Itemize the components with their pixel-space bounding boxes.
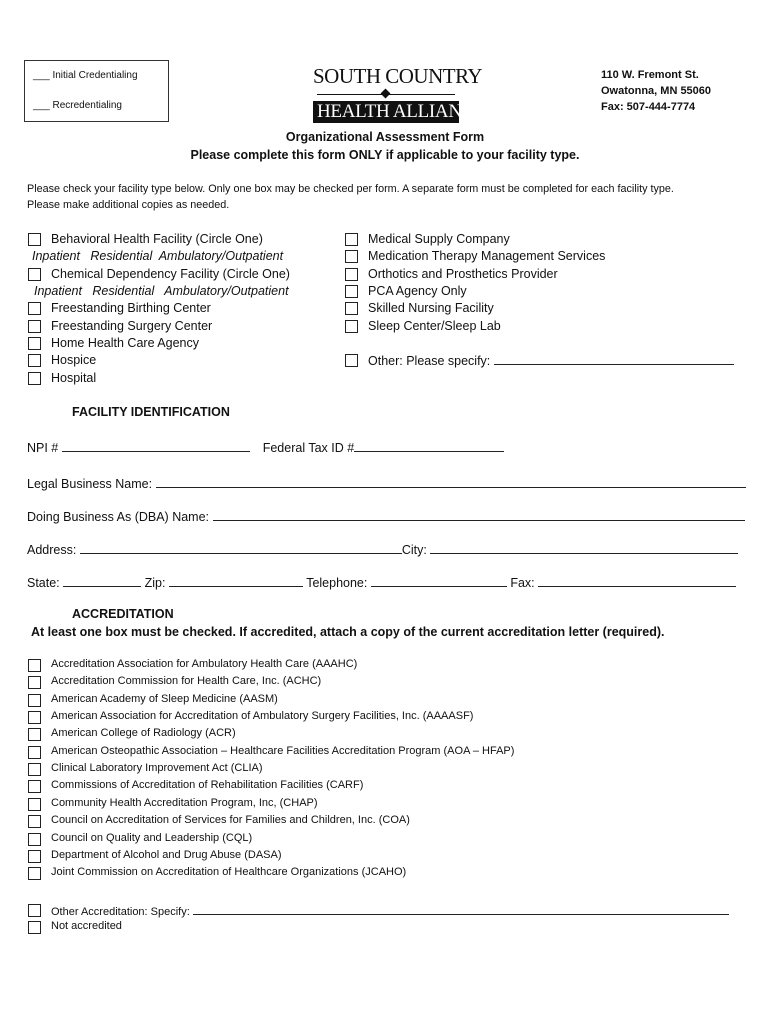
accreditation-item-label: American College of Radiology (ACR) <box>51 727 236 739</box>
mtm-label: Medication Therapy Management Services <box>368 249 606 263</box>
not-accredited-checkbox[interactable] <box>28 921 41 934</box>
hospital-label: Hospital <box>51 371 97 385</box>
accreditation-item-label: Community Health Accreditation Program, Inc, (CHAP) <box>51 797 318 809</box>
city-field[interactable] <box>430 542 738 554</box>
accreditation-item-label: Council on Accreditation of Services for Families and Children, Inc. (COA) <box>51 814 410 826</box>
accreditation-checkbox[interactable] <box>28 763 41 776</box>
fax-field[interactable] <box>538 575 736 587</box>
initial-credentialing-label: Initial Credentialing <box>52 70 138 81</box>
other-facility-row <box>368 353 734 368</box>
legal-name-label: Legal Business Name: <box>27 477 156 491</box>
telephone-field[interactable] <box>371 575 507 587</box>
accreditation-heading: ACCREDITATION <box>72 607 174 621</box>
accreditation-item-label: American Association for Accreditation of Ambulatory Surgery Facilities, Inc. (AAAASF) <box>51 710 474 722</box>
re-blank: ___ <box>33 100 50 111</box>
pca-label: PCA Agency Only <box>368 284 467 298</box>
state-row <box>27 575 736 590</box>
initial-blank: ___ <box>33 70 50 81</box>
address-block <box>601 67 711 115</box>
accreditation-checkbox[interactable] <box>28 746 41 759</box>
recredentialing-option[interactable] <box>33 100 122 111</box>
fax-label: Fax: <box>510 576 539 590</box>
state-field[interactable] <box>63 575 141 587</box>
snf-checkbox[interactable] <box>345 302 358 315</box>
accreditation-checkbox[interactable] <box>28 728 41 741</box>
birthing-center-label: Freestanding Birthing Center <box>51 301 211 315</box>
instruction-line-2: Please make additional copies as needed. <box>27 199 230 211</box>
accreditation-checkbox[interactable] <box>28 815 41 828</box>
address-field[interactable] <box>80 542 402 554</box>
chemical-options[interactable]: Inpatient Residential Ambulatory/Outpatient <box>34 284 289 298</box>
accreditation-checkbox[interactable] <box>28 850 41 863</box>
credentialing-box <box>24 60 169 122</box>
pca-checkbox[interactable] <box>345 285 358 298</box>
dba-label: Doing Business As (DBA) Name: <box>27 510 213 524</box>
accreditation-checkbox[interactable] <box>28 780 41 793</box>
orthotics-checkbox[interactable] <box>345 268 358 281</box>
other-accreditation-row <box>51 903 729 918</box>
tax-id-label: Federal Tax ID # <box>262 441 355 455</box>
zip-field[interactable] <box>169 575 303 587</box>
hospital-checkbox[interactable] <box>28 372 41 385</box>
npi-row <box>27 440 504 455</box>
accreditation-item-label: Joint Commission on Accreditation of Healthcare Organizations (JCAHO) <box>51 866 407 878</box>
medical-supply-checkbox[interactable] <box>345 233 358 246</box>
accreditation-checkbox[interactable] <box>28 711 41 724</box>
dba-row <box>27 509 745 524</box>
home-health-checkbox[interactable] <box>28 337 41 350</box>
accreditation-item-label: Clinical Laboratory Improvement Act (CLIA) <box>51 762 263 774</box>
behavioral-health-checkbox[interactable] <box>28 233 41 246</box>
hospice-checkbox[interactable] <box>28 354 41 367</box>
form-subtitle: Please complete this form ONLY if applicable to your facility type. <box>190 148 580 162</box>
accreditation-checkbox[interactable] <box>28 659 41 672</box>
instruction-line-1: Please check your facility type below. Only one box may be checked per form. A separate form must be completed for each facility type. <box>27 183 674 195</box>
south-country-logo <box>313 64 486 123</box>
other-facility-field[interactable] <box>494 353 734 365</box>
sleep-center-label: Sleep Center/Sleep Lab <box>368 319 501 333</box>
telephone-label: Telephone: <box>306 576 371 590</box>
tax-id-field[interactable] <box>354 440 504 452</box>
accreditation-item-label: American Osteopathic Association – Healthcare Facilities Accreditation Program (AOA – HFAP) <box>51 745 515 757</box>
other-accreditation-checkbox[interactable] <box>28 904 41 917</box>
address-fax: Fax: 507-444-7774 <box>601 101 696 113</box>
medical-supply-label: Medical Supply Company <box>368 232 510 246</box>
zip-label: Zip: <box>144 576 169 590</box>
recredentialing-label: Recredentialing <box>52 100 122 111</box>
accreditation-checkbox[interactable] <box>28 867 41 880</box>
home-health-label: Home Health Care Agency <box>51 336 199 350</box>
address-row <box>27 542 738 557</box>
initial-credentialing-option[interactable] <box>33 70 138 81</box>
other-facility-checkbox[interactable] <box>345 354 358 367</box>
snf-label: Skilled Nursing Facility <box>368 301 494 315</box>
chemical-dependency-label: Chemical Dependency Facility (Circle One) <box>51 267 290 281</box>
logo-top-text: SOUTH COUNTRY <box>313 64 483 88</box>
accreditation-checkbox[interactable] <box>28 833 41 846</box>
other-accreditation-field[interactable] <box>193 903 729 915</box>
city-label: City: <box>401 543 431 557</box>
address-city: Owatonna, MN 55060 <box>601 85 712 97</box>
facility-identification-heading: FACILITY IDENTIFICATION <box>72 405 230 419</box>
diamond-icon <box>381 89 391 99</box>
surgery-center-checkbox[interactable] <box>28 320 41 333</box>
accreditation-checkbox[interactable] <box>28 694 41 707</box>
address-street: 110 W. Fremont St. <box>601 69 699 81</box>
logo-bottom-text: HEALTH ALLIANCE <box>313 101 459 123</box>
chemical-dependency-checkbox[interactable] <box>28 268 41 281</box>
npi-label: NPI # <box>27 441 62 455</box>
accreditation-item-label: Department of Alcohol and Drug Abuse (DASA) <box>51 849 282 861</box>
state-label: State: <box>27 576 64 590</box>
mtm-checkbox[interactable] <box>345 250 358 263</box>
sleep-center-checkbox[interactable] <box>345 320 358 333</box>
accreditation-checkbox[interactable] <box>28 798 41 811</box>
hospice-label: Hospice <box>51 353 97 367</box>
behavioral-options[interactable]: Inpatient Residential Ambulatory/Outpatient <box>32 249 284 263</box>
accreditation-item-label: Accreditation Commission for Health Care, Inc. (ACHC) <box>51 675 322 687</box>
logo-divider <box>313 89 459 101</box>
orthotics-label: Orthotics and Prosthetics Provider <box>368 267 558 281</box>
accreditation-item-label: Commissions of Accreditation of Rehabilitation Facilities (CARF) <box>51 779 364 791</box>
address-label: Address: <box>27 543 80 557</box>
accreditation-instruction: At least one box must be checked. If accredited, attach a copy of the current accreditation letter (required). <box>31 625 665 639</box>
other-facility-label: Other: Please specify: <box>368 354 494 368</box>
legal-name-row <box>27 476 746 491</box>
accreditation-item-label: Accreditation Association for Ambulatory Health Care (AAAHC) <box>51 658 358 670</box>
dba-field[interactable] <box>213 509 745 521</box>
form-title: Organizational Assessment Form <box>285 130 485 144</box>
birthing-center-checkbox[interactable] <box>28 302 41 315</box>
behavioral-health-label: Behavioral Health Facility (Circle One) <box>51 232 263 246</box>
surgery-center-label: Freestanding Surgery Center <box>51 319 213 333</box>
npi-field[interactable] <box>62 440 250 452</box>
not-accredited-label: Not accredited <box>51 920 122 932</box>
accreditation-item-label: Council on Quality and Leadership (CQL) <box>51 832 253 844</box>
other-accreditation-label: Other Accreditation: Specify: <box>51 906 193 918</box>
legal-name-field[interactable] <box>156 476 746 488</box>
accreditation-item-label: American Academy of Sleep Medicine (AASM) <box>51 693 278 705</box>
accreditation-checkbox[interactable] <box>28 676 41 689</box>
